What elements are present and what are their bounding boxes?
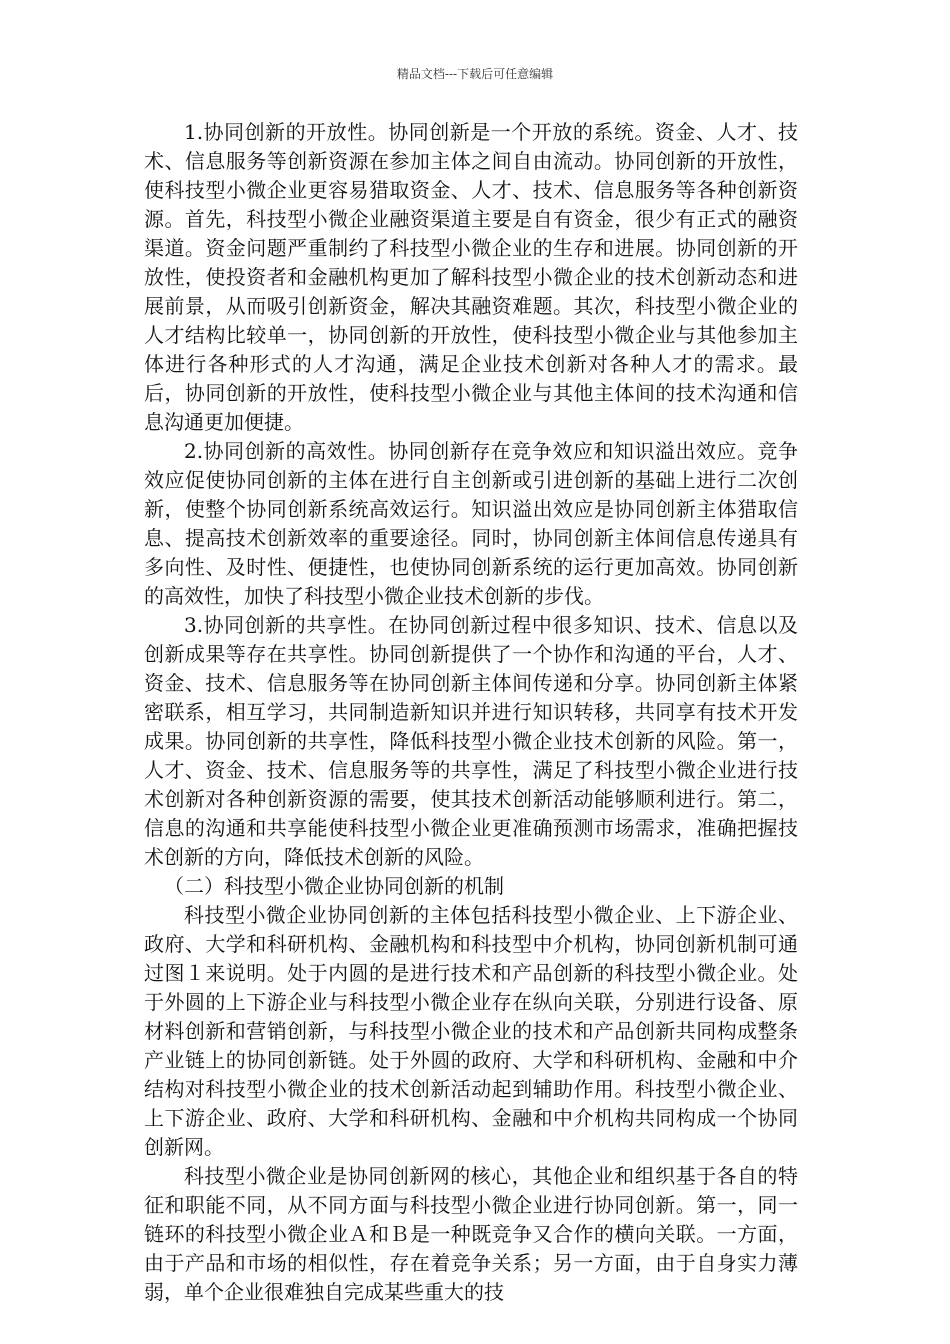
- paragraph-openness: 1.协同创新的开放性。协同创新是一个开放的系统。资金、人才、技术、信息服务等创新资源在参加主体之间自由流动。协同创新的开放性，使科技型小微企业更容易猎取资金、人才、技术、信息服务等各种创新资源。首先，科技型小微企业融资渠道主要是自有资金，很少有正式的融资渠道。资金问题严重制约了科技型小微企业的生存和进展。协同创新的开放性，使投资者和金融机构更加了解科技型小微企业的技术创新动态和进展前景，从而吸引创新资金，解决其融资难题。其次，科技型小微企业的人才结构比较单一，协同创新的开放性，使科技型小微企业与其他参加主体进行各种形式的人才沟通，满足企业技术创新对各种人才的需求。最后，协同创新的开放性，使科技型小微企业与其他主体间的技术沟通和信息沟通更加便捷。: [144, 120, 798, 434]
- paragraph-core: 科技型小微企业是协同创新网的核心，其他企业和组织基于各自的特征和职能不同，从不同方面与科技型小微企业进行协同创新。第一，同一链环的科技型小微企业Ａ和Ｂ是一种既竞争又合作的横向关联。一方面，由于产品和市场的相似性，存在着竞争关系；另一方面，由于自身实力薄弱，单个企业很难独自完成某些重大的技: [144, 1164, 798, 1304]
- paragraph-efficiency: 2.协同创新的高效性。协同创新存在竞争效应和知识溢出效应。竞争效应促使协同创新的主体在进行自主创新或引进创新的基础上进行二次创新，使整个协同创新系统高效运行。知识溢出效应是协同创新主体猎取信息、提高技术创新效率的重要途径。同时，协同创新主体间信息传递具有多向性、及时性、便捷性，也使协同创新系统的运行更加高效。协同创新的高效性，加快了科技型小微企业技术创新的步伐。: [144, 439, 798, 608]
- paragraph-sharing: 3.协同创新的共享性。在协同创新过程中很多知识、技术、信息以及创新成果等存在共享性。协同创新提供了一个协作和沟通的平台，人才、资金、技术、信息服务等在协同创新主体间传递和分享。协同创新主体紧密联系，相互学习，共同制造新知识并进行知识转移，共同享有技术开发成果。协同创新的共享性，降低科技型小微企业技术创新的风险。第一，人才、资金、技术、信息服务等的共享性，满足了科技型小微企业进行技术创新对各种创新资源的需要，使其技术创新活动能够顺利进行。第二，信息的沟通和共享能使科技型小微企业更准确预测市场需求，准确把握技术创新的方向，降低技术创新的风险。: [144, 613, 798, 869]
- section-heading-mechanism: （二）科技型小微企业协同创新的机制: [164, 874, 504, 898]
- paragraph-mechanism: 科技型小微企业协同创新的主体包括科技型小微企业、上下游企业、政府、大学和科研机构、金融机构和科技型中介机构，协同创新机制可通过图１来说明。处于内圆的是进行技术和产品创新的科技型小微企业。处于外圆的上下游企业与科技型小微企业存在纵向关联，分别进行设备、原材料创新和营销创新，与科技型小微企业的技术和产品创新共同构成整条产业链上的协同创新链。处于外圆的政府、大学和科研机构、金融和中介结构对科技型小微企业的技术创新活动起到辅助作用。科技型小微企业、上下游企业、政府、大学和科研机构、金融和中介机构共同构成一个协同创新网。: [144, 903, 798, 1159]
- document-body: [144, 118, 798, 1307]
- page-header: 精品文档---下载后可任意编辑: [396, 67, 554, 81]
